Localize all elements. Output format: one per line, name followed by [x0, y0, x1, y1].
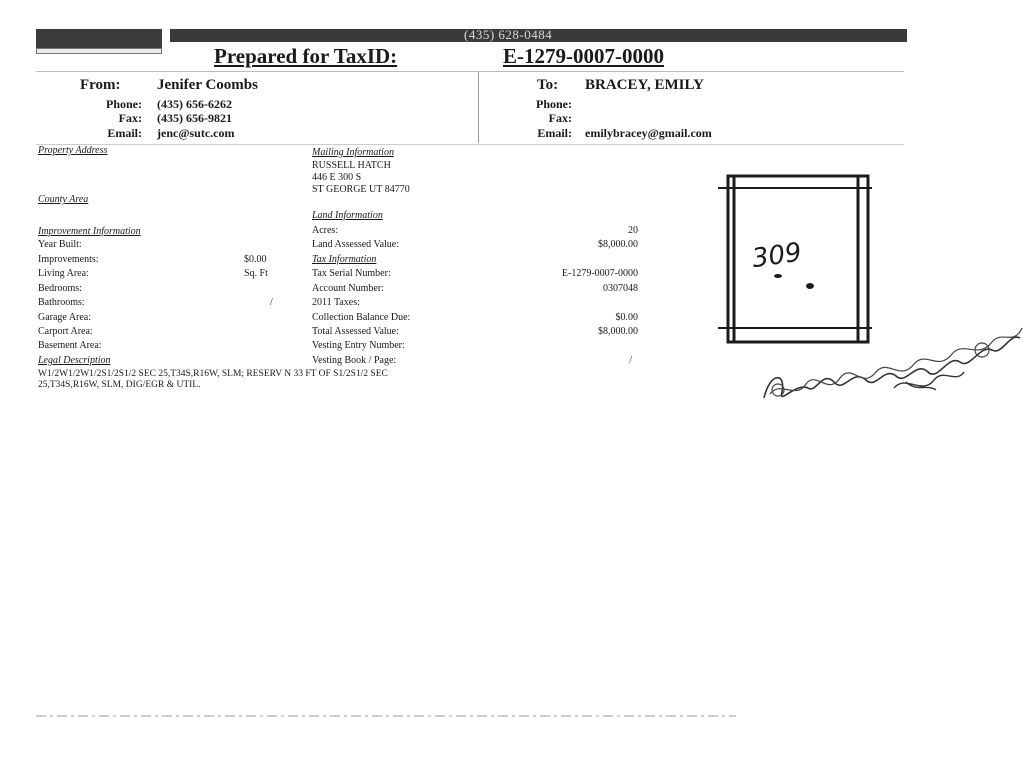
living-area-unit: Sq. Ft — [244, 268, 268, 279]
land-assessed-value: $8,000.00 — [598, 239, 638, 250]
to-fax-label: Fax: — [548, 111, 572, 125]
vesting-entry-label: Vesting Entry Number: — [312, 340, 405, 351]
vesting-book-label: Vesting Book / Page: — [312, 355, 397, 366]
living-area-label: Living Area: — [38, 268, 89, 279]
improvement-info-heading: Improvement Information — [38, 226, 141, 237]
property-address-heading: Property Address — [38, 145, 108, 156]
improvements-label: Improvements: — [38, 254, 99, 265]
bathrooms-value: / — [270, 297, 273, 308]
legal-description-line2: 25,T34S,R16W, SLM, DIG/EGR & UTIL. — [38, 380, 201, 390]
total-assessed-value: $8,000.00 — [598, 326, 638, 337]
signature-scribble — [756, 310, 1024, 410]
vesting-book-value: / — [629, 355, 632, 366]
carport-area-label: Carport Area: — [38, 326, 93, 337]
acres-label: Acres: — [312, 225, 339, 236]
from-email-label: Email: — [107, 126, 142, 140]
mailing-line: ST GEORGE UT 84770 — [312, 184, 410, 195]
from-name: Jenifer Coombs — [157, 77, 258, 93]
from-phone-label: Phone: — [106, 97, 142, 111]
mailing-line: RUSSELL HATCH — [312, 160, 391, 171]
from-fax: (435) 656-9821 — [157, 111, 232, 125]
land-assessed-label: Land Assessed Value: — [312, 239, 400, 250]
bedrooms-label: Bedrooms: — [38, 283, 82, 294]
contact-divider — [478, 72, 479, 143]
from-label: From: — [80, 77, 121, 93]
account-number-value: 0307048 — [603, 283, 638, 294]
collection-balance-value: $0.00 — [615, 312, 638, 323]
phone-banner — [170, 29, 907, 42]
from-fax-label: Fax: — [118, 111, 142, 125]
year-built-label: Year Built: — [38, 239, 82, 250]
tax-info-heading: Tax Information — [312, 254, 377, 265]
to-phone-label: Phone: — [536, 97, 572, 111]
acres-value: 20 — [628, 225, 638, 236]
to-email-label: Email: — [537, 126, 572, 140]
to-name: BRACEY, EMILY — [585, 77, 704, 93]
collection-balance-label: Collection Balance Due: — [312, 312, 411, 323]
taxes-2011-label: 2011 Taxes: — [312, 297, 360, 308]
to-label: To: — [537, 77, 559, 93]
legal-description-line1: W1/2W1/2W1/2S1/2S1/2 SEC 25,T34S,R16W, SLM; RESERV N 33 FT OF S1/2S1/2 SEC — [38, 369, 388, 379]
phone-banner-text: (435) 628-0484 — [464, 27, 553, 42]
mailing-line: 446 E 300 S — [312, 172, 362, 183]
tax-serial-label: Tax Serial Number: — [312, 268, 391, 279]
account-number-label: Account Number: — [312, 283, 384, 294]
to-email: emilybracey@gmail.com — [585, 126, 712, 140]
improvements-value: $0.00 — [244, 254, 267, 265]
title-label: Prepared for TaxID: — [214, 44, 398, 68]
legal-description-heading: Legal Description — [38, 355, 111, 366]
from-email: jenc@sutc.com — [157, 126, 235, 140]
footer-rule — [36, 714, 736, 718]
garage-area-label: Garage Area: — [38, 312, 92, 323]
sketch-number: 309 — [750, 237, 804, 275]
bathrooms-label: Bathrooms: — [38, 297, 85, 308]
tax-serial-value: E-1279-0007-0000 — [561, 268, 638, 279]
basement-area-label: Basement Area: — [38, 340, 102, 351]
logo-bar — [36, 48, 162, 54]
land-info-heading: Land Information — [312, 210, 383, 221]
from-phone: (435) 656-6262 — [157, 97, 232, 111]
mailing-info-heading: Mailing Information — [312, 147, 394, 158]
county-area-heading: County Area — [38, 194, 89, 205]
title-taxid: E-1279-0007-0000 — [503, 44, 664, 68]
total-assessed-label: Total Assessed Value: — [312, 326, 399, 337]
